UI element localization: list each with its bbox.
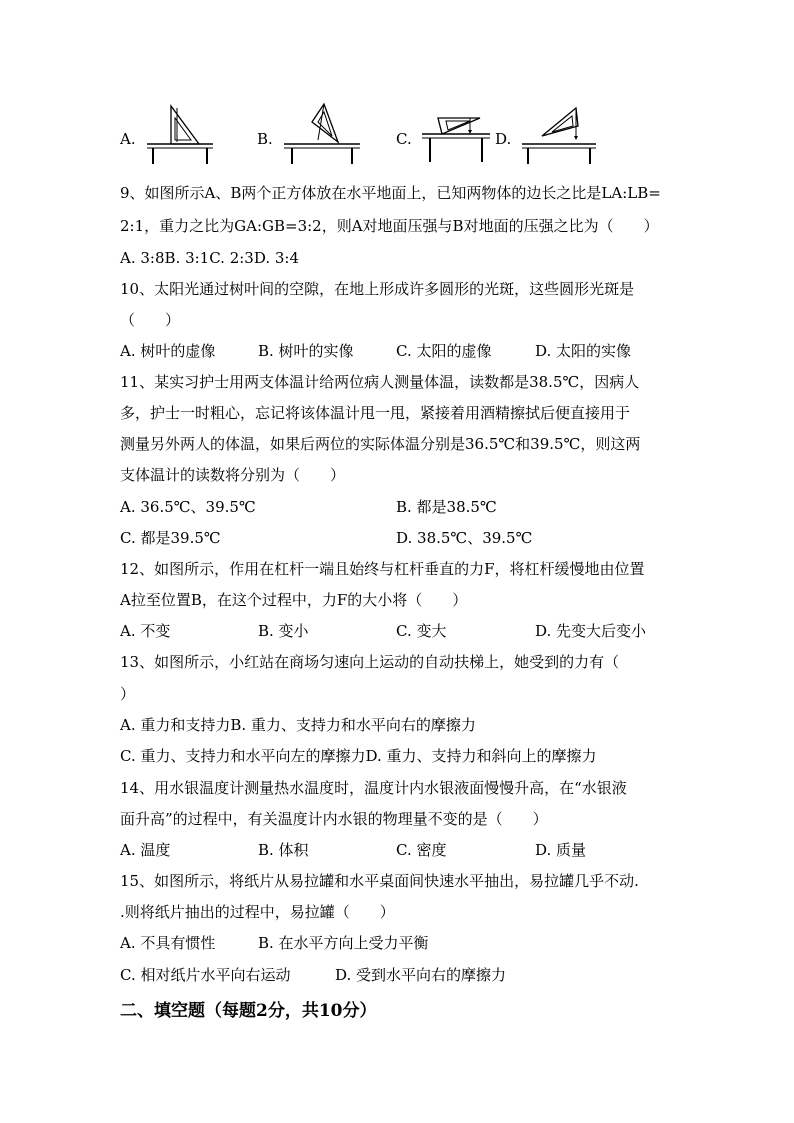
q10-option-c: C. 太阳的虚像 — [396, 342, 492, 360]
q10-option-a: A. 树叶的虚像 — [120, 342, 216, 360]
q9-line2: 2:1，重力之比为GA:GB=3:2，则A对地面压强与B对地面的压强之比为（ ） — [120, 217, 659, 235]
figure-c-triangle-ruler — [420, 100, 492, 168]
q9-line1: 9、如图所示A、B两个正方体放在水平地面上，已知两物体的边长之比是LA:LB= — [120, 184, 661, 202]
q13-line3: A. 重力和支持力B. 重力、支持力和水平向右的摩擦力 — [120, 716, 476, 734]
q10-line2: （ ） — [120, 311, 181, 329]
q12-line1: 12、如图所示，作用在杠杆一端且始终与杠杆垂直的力F，将杠杆缓慢地由位置 — [120, 560, 645, 578]
figure-b-triangle-ruler — [282, 100, 362, 168]
q14-option-c: C. 密度 — [396, 841, 447, 859]
q11-option-c: C. 都是39.5℃ — [120, 529, 221, 547]
q10-line1: 10、太阳光通过树叶间的空隙，在地上形成许多圆形的光斑，这些圆形光斑是 — [120, 280, 635, 298]
figure-c-label: C. — [396, 130, 412, 148]
q15-line2: .则将纸片抽出的过程中，易拉罐（ ） — [120, 903, 395, 921]
figure-a-label: A. — [120, 130, 136, 148]
q11-line2: 多，护士一时粗心，忘记将该体温计甩一甩，紧接着用酒精擦拭后便直接用于 — [120, 404, 631, 422]
figure-a-triangle-ruler — [145, 100, 215, 168]
q11-line1: 11、某实习护士用两支体温计给两位病人测量体温，读数都是38.5℃，因病人 — [120, 373, 640, 391]
q13-line2: ） — [120, 685, 136, 703]
q10-option-d: D. 太阳的实像 — [535, 342, 632, 360]
section2-heading: 二、填空题（每题2分，共10分） — [120, 1001, 377, 1021]
q9-options: A. 3:8B. 3:1C. 2:3D. 3:4 — [120, 249, 299, 267]
q11-option-b: B. 都是38.5℃ — [396, 498, 497, 516]
figure-d-triangle-ruler — [520, 100, 598, 168]
q11-line3: 测量另外两人的体温，如果后两位的实际体温分别是36.5℃和39.5℃，则这两 — [120, 435, 641, 453]
figure-d-label: D. — [495, 130, 512, 148]
q11-option-a: A. 36.5℃、39.5℃ — [120, 498, 256, 516]
q13-line1: 13、如图所示，小红站在商场匀速向上运动的自动扶梯上，她受到的力有（ — [120, 653, 620, 671]
q12-option-c: C. 变大 — [396, 622, 447, 640]
q12-option-a: A. 不变 — [120, 622, 171, 640]
q15-option-d: D. 受到水平向右的摩擦力 — [335, 966, 507, 984]
q13-line4: C. 重力、支持力和水平向左的摩擦力D. 重力、支持力和斜向上的摩擦力 — [120, 747, 597, 765]
q11-option-d: D. 38.5℃、39.5℃ — [396, 529, 533, 547]
q12-option-d: D. 先变大后变小 — [535, 622, 647, 640]
q10-option-b: B. 树叶的实像 — [258, 342, 354, 360]
q14-line1: 14、用水银温度计测量热水温度时，温度计内水银液面慢慢升高，在“水银液 — [120, 779, 627, 797]
q12-line2: A拉至位置B，在这个过程中，力F的大小将（ ） — [120, 591, 468, 609]
q14-option-b: B. 体积 — [258, 841, 309, 859]
q14-option-d: D. 质量 — [535, 841, 587, 859]
q11-line4: 支体温计的读数将分别为（ ） — [120, 466, 346, 484]
q14-line2: 面升高”的过程中，有关温度计内水银的物理量不变的是（ ） — [120, 810, 548, 828]
q15-option-a: A. 不具有惯性 — [120, 934, 216, 952]
q15-line1: 15、如图所示，将纸片从易拉罐和水平桌面间快速水平抽出，易拉罐几乎不动. — [120, 872, 639, 890]
q14-option-a: A. 温度 — [120, 841, 171, 859]
figure-b-label: B. — [257, 130, 273, 148]
q12-option-b: B. 变小 — [258, 622, 309, 640]
q15-option-c: C. 相对纸片水平向右运动 — [120, 966, 291, 984]
q15-option-b: B. 在水平方向上受力平衡 — [258, 934, 429, 952]
